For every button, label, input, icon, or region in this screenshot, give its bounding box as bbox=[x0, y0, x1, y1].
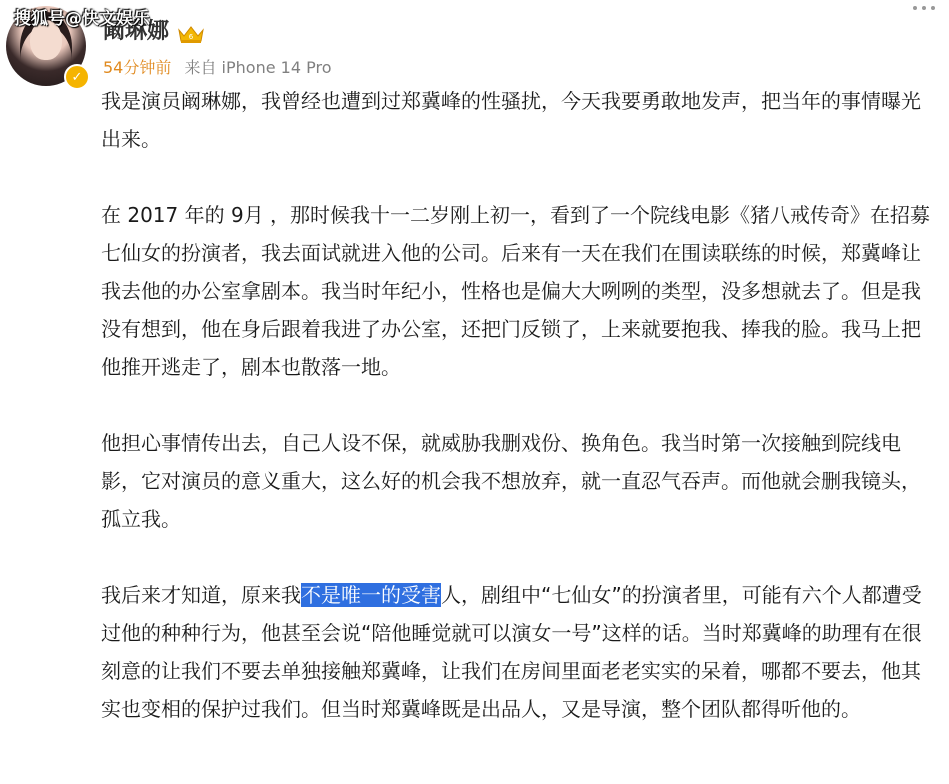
post-paragraph: 在 2017 年的 9月 ，那时候我十一二岁刚上初一，看到了一个院线电影《猪八戒传奇》在招募七仙女的扮演者，我去面试就进入他的公司。后来有一天在我们在围读联练的时候，郑冀峰让我去他的办公室拿剧本。我当时年纪小，性格也是偏大大咧咧的类型，没多想就去了。但是我没有想到，他在身后跟着我进了办公室，还把门反锁了，上来就要抱我、捧我的脸。我马上把他推开逃走了，剧本也散落一地。 bbox=[101, 203, 931, 379]
post-content bbox=[101, 82, 936, 766]
selected-text[interactable]: 不是唯一的受害 bbox=[301, 583, 441, 607]
more-options-icon[interactable] bbox=[913, 6, 935, 12]
post-paragraph bbox=[101, 576, 936, 728]
user-name[interactable]: 阚琳娜 bbox=[103, 19, 170, 44]
verified-badge-icon: ✓ bbox=[64, 64, 90, 90]
paragraph-text: 人，剧组中“七仙女”的扮演者里，可能有六个人都遭受过他的种种行为，他甚至会说“陪他睡觉就可以演女一号”这样的话。当时郑冀峰的助理有在很刻意的让我们不要去单独接触郑冀峰，让我们在房间里面老老实实的呆着，哪都不要去，他其实也变相的保护过我们。但当时郑冀峰既是出品人，又是导演，整个团队都得听他的。 bbox=[101, 583, 922, 721]
svg-text:6: 6 bbox=[188, 33, 194, 41]
post-paragraph: 我是演员阚琳娜，我曾经也遭到过郑冀峰的性骚扰，今天我要勇敢地发声，把当年的事情曝光出来。 bbox=[101, 89, 921, 151]
crown-badge-icon[interactable] bbox=[177, 24, 205, 44]
post-paragraph: 他担心事情传出去，自己人设不保，就威胁我删戏份、换角色。我当时第一次接触到院线电影，它对演员的意义重大，这么好的机会我不想放弃，就一直忍气吞声。而他就会删我镜头，孤立我。 bbox=[101, 431, 921, 531]
post-meta bbox=[103, 55, 331, 78]
post-source: 来自 iPhone 14 Pro bbox=[184, 58, 332, 77]
post-time[interactable]: 54分钟前 bbox=[103, 58, 172, 77]
watermark-text: 搜狐号@快文娱乐 bbox=[14, 9, 150, 29]
paragraph-text: 我后来才知道，原来我 bbox=[101, 583, 301, 607]
